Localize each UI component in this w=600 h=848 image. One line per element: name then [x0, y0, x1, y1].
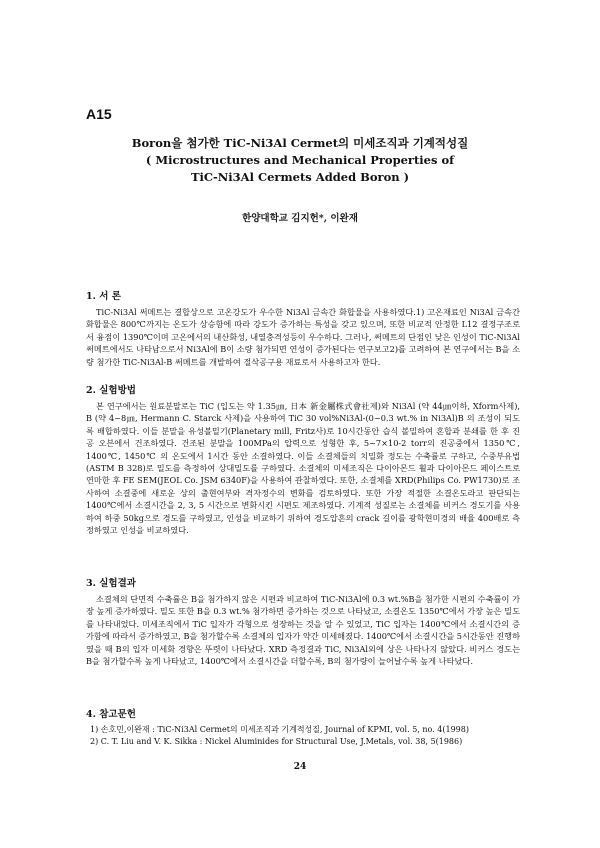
section-methods	[86, 382, 520, 536]
paper-title	[80, 135, 520, 186]
reference-item: 1) 손호민,이완재 : TiC-Ni3Al Cermet의 미세조직과 기계적성질, Journal of KPMI, vol. 5, no. 4(1998)	[90, 725, 469, 734]
authors: 한양대학교 김지헌*, 이완재	[242, 213, 358, 224]
section-body: 본 연구에서는 원료분말로는 TiC (입도는 약 1.35㎛, 日本 新金屬株式會社제)와 Ni3Al (약 44㎛이하, Xform사제), B (약 4~8㎛, Hermann C. Starck 사제)을 사용하여 TiC 30 vol%Ni3Al-(0~0.3 wt.% in Ni3Al)B 의 조성이 되도록 배합하였다. 이들 분말을 유성볼밀기(Planetary mill, Fritz사)로 10시간동안 습식 볼밀하여 혼합과 분쇄를 한 후 진공 오븐에서 건조하였다. 건조된 분말을 100MPa의 압력으로 성형한 후, 5~7×10-2 torr의 진공중에서 1350℃, 1400℃, 1450℃ 의 온도에서 1시간 동안 소결하였다. 이들 소결체들의 치밀화 정도는 수축률로 구하고, 수중부유법(ASTM B 328)로 밀도를 측정하여 상대밀도를 구하였다. 소결체의 미세조직은 다이아몬드 휠과 다이아몬드 페이스트로 연마한 후 FE SEM(JEOL Co. JSM 6340F)을 사용하여 관찰하였다. 또한, 소결체를 XRD(Philips Co. PW1730)로 조사하여 소결중에 새로운 상의 출현여부와 격자정수의 변화를 검토하였다. 또한 가장 적절한 소결온도라고 판단되는 1400℃에서 소결시간을 2, 3, 5 시간으로 변화시킨 시편도 제조하였다. 기계적 성질로는 소결체를 비커스 경도기를 사용하여 하중 50kg으로 경도를 구하였고, 인성을 비교하기 위하여 경도압흔의 crack 길이를 광학현미경의 배율 400배로 측정하였고 인성을 비교하였다.	[86, 401, 520, 536]
section-body: TiC-Ni3Al 써메트는 결합상으로 고온강도가 우수한 Ni3Al 금속간 화합물을 사용하였다.1) 고온재료인 Ni3Al 금속간 화합물은 800℃까지는 온도가 상승함에 따라 강도가 증가하는 특성을 갖고 있으며, 또한 비교적 안정한 L12 결정구조로서 융점이 1390℃이며 고온에서의 내산화성, 내열충격성등이 우수하다. 그러나, 써메트의 단점인 낮은 인성이 TiC-Ni3Al 써메트에서도 나타남으로서 Ni3Al에 B이 소량 첨가되면 연성이 증가된다는 연구보고2)를 고려하여 본 연구에서는 B을 소량 첨가한 TiC-Ni3Al-B 써메트를 개발하여 절삭공구용 재료로서 사용하고자 한다.	[86, 307, 520, 367]
section-references	[86, 706, 520, 748]
reference-item: 2) C. T. Liu and V. K. Sikka : Nickel Aluminides for Structural Use, J.Metals, vol. 38, 5(1986)	[90, 737, 463, 746]
title-english-line2: TiC-Ni3Al Cermets Added Boron )	[190, 170, 410, 184]
section-body: 소결체의 단면적 수축률은 B을 첨가하지 않은 시편과 비교하여 TiC-Ni3Al에 0.3 wt.%B을 첨가한 시편의 수축률이 가장 높게 증가하였다. 밀도 또한 B을 0.3 wt.% 첨가하면 증가하는 것으로 나타났고, 소결온도 1350℃에서 가장 높은 밀도를 나타내었다. 미세조직에서 TiC 입자가 각형으로 성장하는 것을 알 수 있었고, TiC 입자는 1400℃에서 소결시간의 증가함에 따라서 증가하였고, B을 첨가할수록 소결체의 입자가 약간 미세해졌다. 1400℃에서 소결시간을 5시간동안 진행하였을 때 B의 입자 미세화 경향은 뚜렷이 나타났다. XRD 측정결과 TiC, Ni3Al외에 상은 나타나지 않았다. 비커스 경도는 B을 첨가할수록 높게 나타났고, 1400℃에서 소결시간을 더할수록, B의 첨가량이 늘어날수록 높게 나타났다.	[86, 594, 520, 667]
title-korean: Boron을 첨가한 TiC-Ni3Al Cermet의 미세조직과 기계적성질	[131, 136, 469, 150]
section-heading: 4. 참고문헌	[86, 709, 136, 720]
section-introduction	[86, 288, 520, 368]
section-heading: 3. 실험결과	[86, 578, 136, 589]
title-english-line1: ( Microstructures and Mechanical Properties of	[145, 153, 455, 167]
abstract-code: A15	[86, 106, 112, 122]
section-results	[86, 575, 520, 667]
page-number: 24	[293, 762, 307, 772]
reference-list	[86, 724, 520, 748]
section-heading: 1. 서 론	[86, 291, 121, 302]
section-heading: 2. 실험방법	[86, 385, 136, 396]
